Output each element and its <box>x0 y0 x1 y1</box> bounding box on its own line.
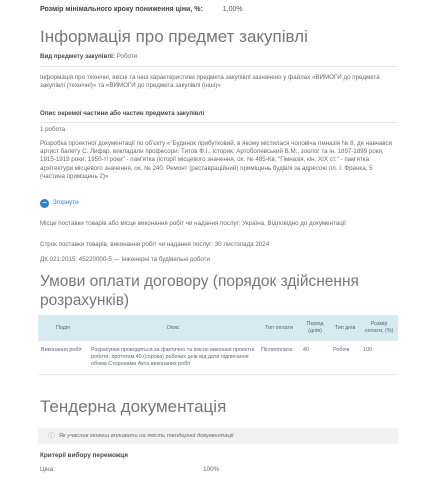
characteristics-intro: Інформація про технічні, якісні та інші характеристики предмета закупівлі зазначено у файлах «ВИМОГИ до предмета закупівлі (технічні)» та «ВИМОГИ до предмета закупівлі (інші)» <box>40 74 380 90</box>
cell-event: Виконання робіт <box>41 347 83 353</box>
min-step-row <box>40 6 243 13</box>
cell-day-type: Робочі <box>333 347 350 353</box>
tender-notice-text: Як учасник можеш впливати на якість тендерної документації <box>59 433 234 439</box>
collapse-label: Згорнути <box>53 199 79 207</box>
lot-heading-text: Опис окремої частини або частин предмета закупівлі <box>40 110 205 117</box>
criteria-price-value: 100% <box>203 466 220 473</box>
col-percent: Розмір оплати, (%) <box>364 321 394 334</box>
cell-payment-type: Післяоплата <box>261 347 293 353</box>
col-event: Подія <box>55 324 71 331</box>
tender-notice[interactable] <box>38 428 398 444</box>
cell-period: 40 <box>303 347 309 353</box>
info-icon: ⓘ <box>48 433 55 440</box>
tender-docs-title: Тендерна документація <box>40 397 227 416</box>
lot-quantity: 1 робота <box>40 126 66 133</box>
collapse-row <box>40 199 398 208</box>
minus-circle-icon: − <box>40 199 49 208</box>
divider <box>40 66 398 67</box>
lot-heading <box>40 110 398 118</box>
collapse-link[interactable] <box>40 199 398 208</box>
col-day-type: Тип днів <box>334 324 356 331</box>
delivery-deadline: Строк поставки товарів, виконання робіт чи надання послуг: 30 листопада 2024 <box>40 241 270 248</box>
divider <box>40 122 398 123</box>
col-period: Період (днів) <box>306 321 324 334</box>
col-payment-type: Тип оплати <box>265 324 293 331</box>
procurement-type-row <box>40 53 398 61</box>
payment-table <box>38 315 398 375</box>
col-description: Опис <box>166 324 180 331</box>
min-step-value: 1,00% <box>222 6 243 13</box>
info-section-title: Інформація про предмет закупівлі <box>40 27 308 46</box>
cell-percent: 100 <box>363 347 372 353</box>
table-header-row <box>38 315 398 341</box>
lot-description: Розробка проектної документації по об'єкту «"Будинок прибутковий, в якому містилася чоловіча гімназія № 8, де навчався артист балету С. Лифар, викладали професори: Титов Ф.І., історик, Артоболевський В.М., зоолог та ін. 1897-1899 роки; 1915-1919 роки; 1950-ті роки" - пам'ятка (історії місцевого значення, ох. № 485-Кв; "Гімназія, кін. XIX ст." - пам'ятка архітектури місцевого значення, ох. № 240. Ремонт (реставраційний) приміщень будівлі за адресою пл. І. Франка, 5 (частина приміщень 2)» <box>40 140 392 180</box>
delivery-place: Місце поставки товарів або місце виконання робіт чи надання послуг: Україна, Відповідно до документації <box>40 220 346 227</box>
min-step-label: Розмір мінімального кроку пониження ціни, %: <box>40 6 203 13</box>
classifier-code: ДК 021:2015: 45220000-5 — Інженерні та будівельні роботи <box>40 256 210 263</box>
payment-section-title: Умови оплати договору (порядок здійснення розрахунків) <box>40 273 359 310</box>
criteria-title: Критерії вибору переможця <box>40 452 128 459</box>
table-row <box>38 341 398 375</box>
procurement-type-label: Вид предмету закупівлі: <box>40 53 115 60</box>
cell-description: Розрахунки проводяться за фактично та якісно виконані проектні роботи, протягом 40 (сорока) робочих днів від дати підписання обома Сторонами Акта виконаних робіт <box>91 347 255 367</box>
procurement-type-value: Роботи <box>116 53 138 60</box>
criteria-price-row <box>40 466 400 473</box>
criteria-price-label: Ціна: <box>40 466 56 473</box>
